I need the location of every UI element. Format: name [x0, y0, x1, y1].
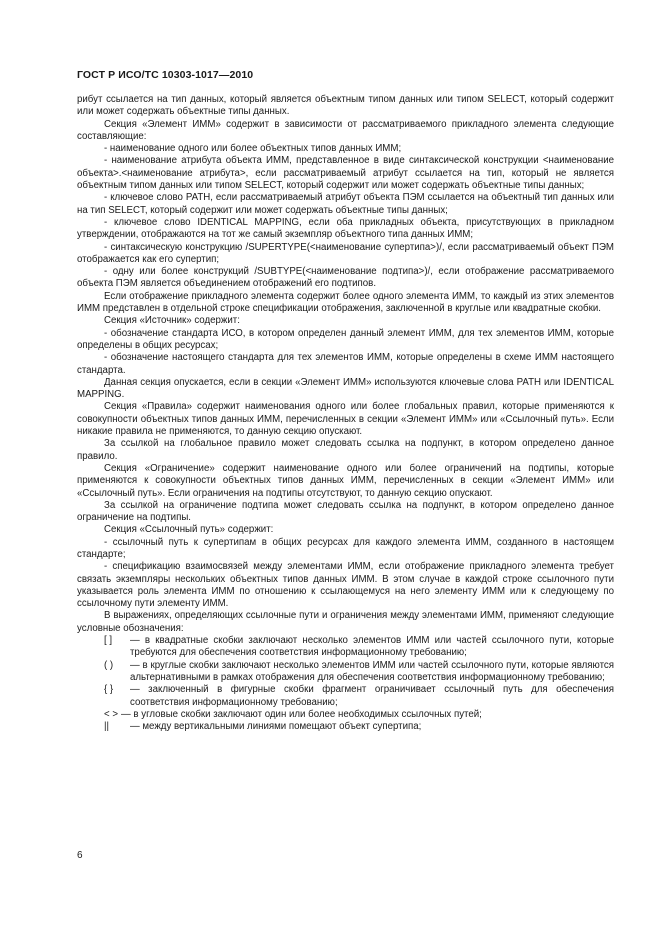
list-item: - спецификацию взаимосвязей между элементами ИММ, если отображение прикладного элемента требует связать экземпляры нескольких объектных типов данных ИММ. В этом случае в каждой строке ссылочного пути указывается роль элемента ИММ по отношению к ссылающемуся на него элементу ИММ или к следующему по ссылочному пути элементу ИММ. — [77, 561, 614, 610]
list-item: - ссылочный путь к супертипам в общих ресурсах для каждого элемента ИММ, созданного в настоящем стандарте; — [77, 536, 614, 560]
paragraph: За ссылкой на ограничение подтипа может следовать ссылка на подпункт, в котором определено данное ограничение на подтипы. — [77, 499, 614, 524]
paragraph: Секция «Источник» содержит: — [104, 315, 240, 327]
paragraph: Данная секция опускается, если в секции «Элемент ИММ» используются ключевые слова PATH или IDENTICAL MAPPING. — [77, 376, 614, 401]
notation-symbol: [ ] — [104, 635, 113, 647]
paragraph: Секция «Правила» содержит наименования одного или более глобальных правил, которые применяются к совокупности объектных типов данных ИММ, перечисленных в секции «Элемент ИММ» или «Ссылочный путь». Если никакие правила не применяются, то данную секцию опускают. — [77, 401, 614, 438]
list-item: - наименование одного или более объектных типов данных ИММ; — [104, 143, 402, 155]
notation-item — [77, 721, 614, 733]
notation-symbol: || — [104, 721, 110, 733]
notation-item — [77, 660, 614, 685]
list-item: - ключевое слово PATH, если рассматриваемый атрибут объекта ПЭМ ссылается на объектный тип данных или на тип SELECT, который содержит или может содержать объектные типы данных; — [77, 192, 614, 216]
notation-text: — в круглые скобки заключают несколько элементов ИММ или частей ссылочного пути, которые являются альтернативными в рамках отображения для обеспечения соответствия информационному требованию; — [130, 659, 614, 683]
notation-symbol: { } — [104, 684, 114, 696]
paragraph: За ссылкой на глобальное правило может следовать ссылка на подпункт, в котором определено данное правило. — [77, 438, 614, 462]
paragraph: В выражениях, определяющих ссылочные пути и ограничения между элементами ИММ, применяют следующие условные обозначения: — [77, 610, 614, 634]
body-text — [77, 94, 614, 733]
list-item: - синтаксическую конструкцию /SUPERTYPE(<наименование супертипа>)/, если рассматриваемый объект ПЭМ отображается как его супертип; — [77, 241, 614, 265]
list-item: - обозначение настоящего стандарта для тех элементов ИММ, которые определены в схеме ИММ настоящего стандарта. — [77, 352, 614, 376]
notation-symbol: ( ) — [104, 659, 114, 671]
paragraph: Секция «Ссылочный путь» содержит: — [104, 524, 274, 536]
notation-text: — в квадратные скобки заключают несколько элементов ИММ или частей ссылочного пути, которые требуются для обеспечения соответствия информационному требованию; — [130, 635, 614, 659]
notation-item — [77, 635, 614, 660]
list-item: - наименование атрибута объекта ИММ, представленное в виде синтаксической конструкции <наименование объекта>.<наименование атрибута>, если рассматриваемый атрибут ссылается на тип, который не является объектным типом данных или типом SELECT, который содержит или может содержать объектные типы данных; — [77, 155, 614, 192]
page-number: 6 — [77, 850, 83, 861]
notation-text: — в угловые скобки заключают один или более необходимых ссылочных путей; — [121, 708, 482, 720]
paragraph: Секция «Ограничение» содержит наименование одного или более ограничений на подтипы, которые применяются к совокупности объектных типов данных ИММ, перечисленных в секции «Элемент ИММ» или «Ссылочный путь». Если ограничения на подтипы отсутствуют, то данную секцию опускают. — [77, 462, 614, 499]
notation-text: — заключенный в фигурные скобки фрагмент ограничивает ссылочный путь для обеспечения соответствия информационному требованию; — [130, 684, 614, 708]
list-item: - ключевое слово IDENTICAL MAPPING, если оба прикладных объекта, присутствующих в прикладном утверждении, отображаются на тот же самый экземпляр объектного типа данных ИММ; — [77, 216, 614, 241]
document-header: ГОСТ Р ИСО/ТС 10303-1017—2010 — [77, 69, 254, 81]
notation-item — [77, 709, 614, 721]
paragraph: Секция «Элемент ИММ» содержит в зависимости от рассматриваемого прикладного элемента следующие составляющие: — [77, 118, 614, 142]
notation-text: — между вертикальными линиями помещают объект супертипа; — [130, 721, 422, 733]
notation-symbol: < > — [104, 708, 119, 720]
list-item: - обозначение стандарта ИСО, в котором определен данный элемент ИММ, для тех элементов ИММ, которые определены в общих ресурсах; — [77, 327, 614, 351]
list-item: - одну или более конструкций /SUBTYPE(<наименование подтипа>)/, если отображение рассматриваемого объекта ПЭМ является объединением отображений его подтипов. — [77, 266, 614, 290]
paragraph: Если отображение прикладного элемента содержит более одного элемента ИММ, то каждый из этих элементов ИММ представлен в отдельной строке спецификации отображения, заключенной в круглые или квадратные скобки. — [77, 290, 614, 315]
notation-item — [77, 684, 614, 709]
paragraph: рибут ссылается на тип данных, который является объектным типом данных или типом SELECT, который содержит или может содержать объектные типы данных. — [77, 94, 614, 118]
